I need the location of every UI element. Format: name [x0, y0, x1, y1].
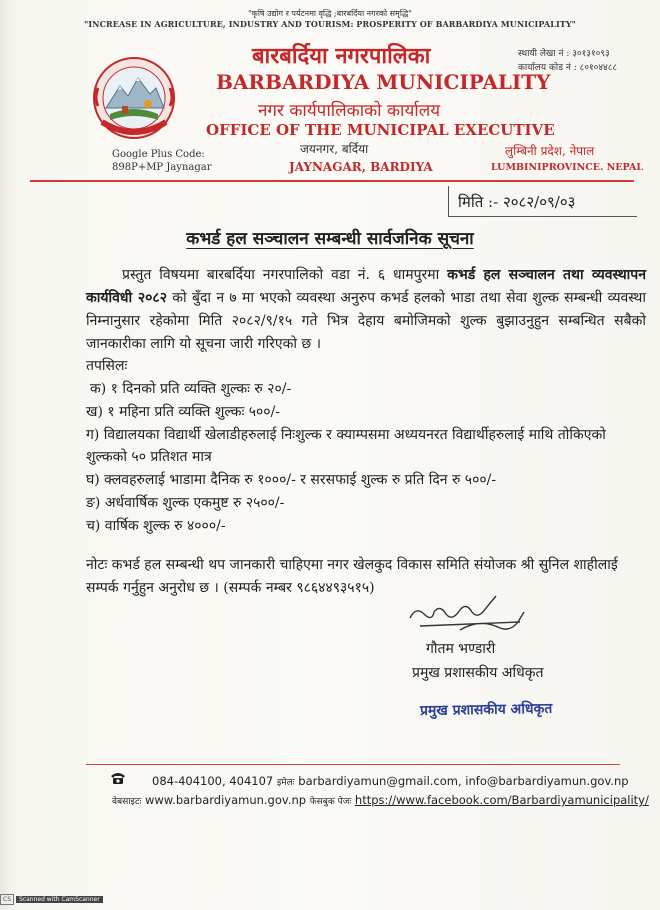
details-label: तपसिलः	[86, 358, 128, 374]
note-line-2: सम्पर्क गर्नुहुन अनुरोध छ । (सम्पर्क नम्बर ९८६४४९३५१५)	[86, 580, 375, 596]
phone-numbers: 084-404100, 404107	[152, 774, 274, 788]
website-link[interactable]: www.barbardiyamun.gov.np	[145, 793, 307, 807]
signatory-title: प्रमुख प्रशासकीय अधिकृत	[412, 665, 544, 681]
plus-code-label: Google Plus Code:	[112, 149, 205, 160]
notice-paragraph	[86, 264, 646, 356]
list-item: घ) क्लवहरुलाई भाडामा दैनिक रु १०००/- र सरसफाई शुल्क रु प्रति दिन रु ५००/-	[86, 472, 497, 488]
contact-line	[152, 774, 629, 788]
email-label: इमेलः	[276, 778, 295, 788]
phone-icon	[110, 771, 126, 785]
province-nepali: लुम्बिनी प्रदेश, नेपाल	[505, 144, 595, 158]
note-line-1: नोटः कभर्ड हल सम्बन्धी थप जानकारी चाहिएमा नगर खेलकुद विकास समिति संयोजक श्री सुनिल शाहीलाई	[86, 557, 618, 573]
municipality-name-nepali: बारबर्दिया नगरपालिका	[252, 43, 431, 69]
plus-code-value: 898P+MP Jaynagar	[112, 162, 212, 173]
para-text-1: प्रस्तुत विषयमा बारबर्दिया नगरपालिको वडा नं. ६ धामपुरमा	[122, 267, 448, 283]
province-english: LUMBINIPROVINCE. NEPAL	[491, 162, 644, 173]
website-label: वेबसाइटः	[112, 797, 142, 807]
list-item: ग) विद्यालयका विद्यार्थी खेलाडीहरुलाई निःशुल्क र क्याम्पसमा अध्ययनरत विद्यार्थीहरुलाई माथि तोकिएको	[86, 427, 606, 443]
office-code: कार्यालय कोड नं : ८०१०४४८८	[518, 63, 618, 73]
office-name-nepali: नगर कार्यपालिकाको कार्यालय	[258, 101, 441, 121]
para-bold-procedure: कभर्ड हल सञ्चालन तथा व्यवस्थापन कार्यविधी २०८२	[86, 267, 646, 306]
handwritten-signature-icon	[400, 592, 540, 642]
facebook-label: फेसबुक पेजः	[309, 797, 352, 807]
footer-divider	[86, 764, 620, 765]
header-divider	[30, 180, 634, 182]
list-item: ख) १ महिना प्रति व्यक्ति शुल्कः ५००/-	[86, 404, 281, 420]
para-text-2: को बुँदा न ७ मा भएको व्यवस्था अनुरुप कभर्ड हलको भाडा तथा सेवा शुल्क सम्बन्धी व्यवस्था निम्नानुसार रहेकोमा मिति २०८२/९/१५ गते भित्र देहाय बमोजिमको शुल्क बुझाउनुहुन सम्बन्धित सबैको जानकारीका लागि यो सूचना जारी गरिएको छ ।	[86, 290, 647, 352]
signatory-name: गौतम भण्डारी	[426, 641, 496, 657]
list-item: ङ) अर्धवार्षिक शुल्क एकमुष्ट रु २५००/-	[86, 495, 285, 511]
slogan-nepali: "कृषि उद्योग र पर्यटनमा वृद्धि ;बारबर्दिया नगरको समृद्धि"	[248, 9, 412, 18]
list-item-continued: शुल्कको ५० प्रतिशत मात्र	[86, 449, 212, 465]
letter-date: मिति :- २०८२/०९/०३	[458, 193, 576, 211]
facebook-link[interactable]: https://www.facebook.com/Barbardiyamunicipality/	[354, 793, 649, 807]
permanent-account-number: स्थायी लेखा नं : ३०१३१०९३	[518, 49, 610, 59]
web-line	[112, 793, 649, 807]
email-addresses[interactable]: barbardiyamun@gmail.com, info@barbardiyamun.gov.np	[298, 774, 629, 788]
scanner-text: Scanned with CamScanner	[16, 896, 103, 903]
office-name-english: OFFICE OF THE MUNICIPAL EXECUTIVE	[206, 121, 555, 139]
municipality-emblem-icon	[92, 56, 176, 140]
list-item: क) १ दिनको प्रति व्यक्ति शुल्कः रु २०/-	[90, 381, 292, 397]
municipality-name-english: BARBARDIYA MUNICIPALITY	[216, 70, 551, 94]
scanner-watermark	[0, 894, 103, 905]
notice-title: कभर्ड हल सञ्चालन सम्बन्धी सार्वजनिक सूचना	[186, 229, 474, 249]
list-item: च) वार्षिक शुल्क रु ४०००/-	[86, 518, 226, 534]
place-english: JAYNAGAR, BARDIYA	[289, 160, 433, 174]
official-stamp: प्रमुख प्रशासकीय अधिकृत	[419, 700, 553, 720]
place-nepali: जयनगर, बर्दिया	[300, 142, 369, 156]
slogan-english: "INCREASE IN AGRICULTURE, INDUSTRY AND TOURISM: PROSPERITY OF BARBARDIYA MUNICIPALITY"	[84, 19, 576, 29]
camscanner-logo-icon: CS	[0, 894, 14, 905]
